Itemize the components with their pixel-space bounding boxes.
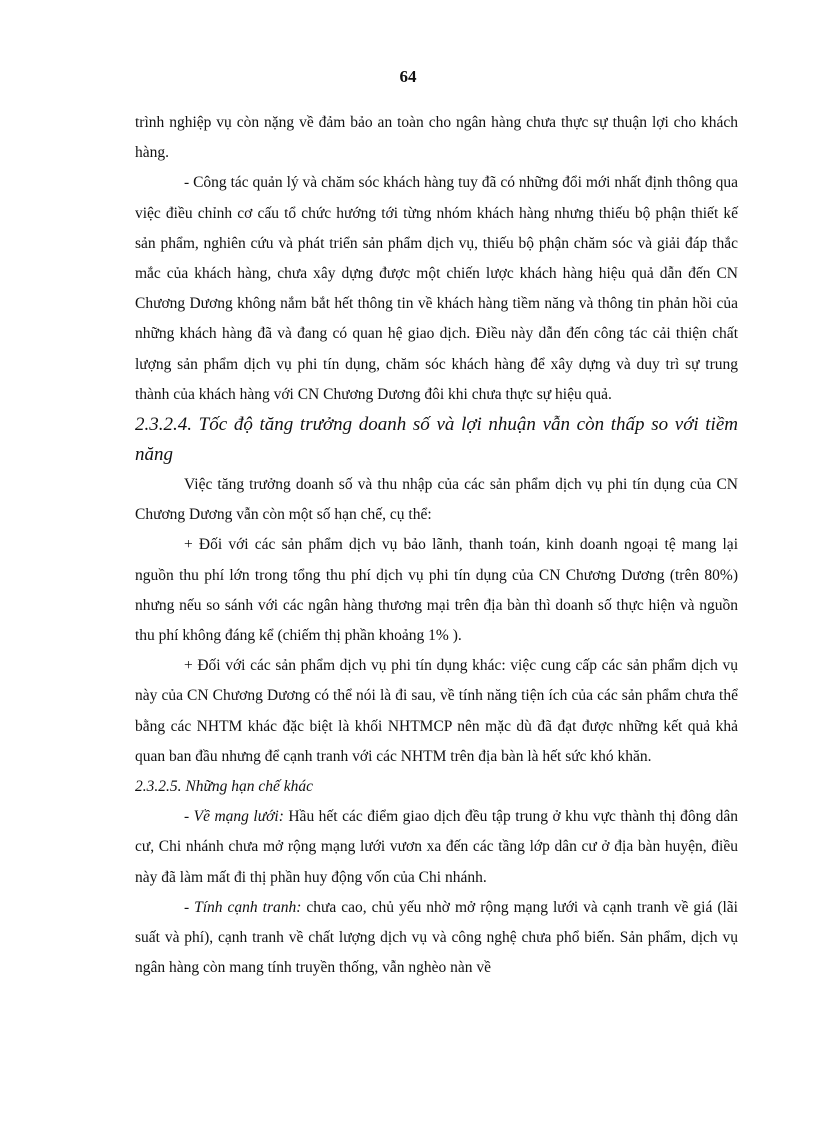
paragraph-guarantee-services: + Đối với các sản phẩm dịch vụ bảo lãnh, thanh toán, kinh doanh ngoại tệ mang lại nguồn thu phí lớn trong tổng thu phí dịch vụ phi tín dụng của CN Chương Dương (trên 80%) nhưng nếu so sánh với các ngân hàng thương mại trên địa bàn thì doanh số thực hiện và nguồn thu phí không đáng kể (chiếm thị phần khoảng 1% ). — [135, 536, 738, 645]
paragraph-continuation: trình nghiệp vụ còn nặng về đảm bảo an toàn cho ngân hàng chưa thực sự thuận lợi cho khách hàng. — [135, 114, 738, 162]
page-number: 64 — [399, 67, 417, 86]
competitiveness-text: chưa cao, chủ yếu nhờ mở rộng mạng lưới và cạnh tranh về giá (lãi suất và phí), cạnh tranh về chất lượng dịch vụ và công nghệ chưa phổ biến. Sản phẩm, dịch vụ ngân hàng còn mang tính truyền thống, vẫn nghèo nàn về — [135, 898, 738, 977]
network-label: - Về mạng lưới: — [184, 808, 284, 826]
section-heading-2-3-2-5: 2.3.2.5. Những hạn chế khác — [135, 778, 314, 796]
competitiveness-label: - Tính cạnh tranh: — [184, 898, 302, 916]
paragraph-network — [135, 802, 738, 893]
section-heading-2-3-2-4: 2.3.2.4. Tốc độ tăng trưởng doanh số và lợi nhuận vẫn còn thấp so với tiềm năng — [135, 414, 738, 466]
paragraph-other-services: + Đối với các sản phẩm dịch vụ phi tín dụng khác: việc cung cấp các sản phẩm dịch vụ này của CN Chương Dương có thể nói là đi sau, về tính năng tiện ích của các sản phẩm chưa thể bằng các NHTM khác đặc biệt là khối NHTMCP nên mặc dù đã đạt được những kết quả khả quan ban đầu nhưng để cạnh tranh với các NHTM trên địa bàn là hết sức khó khăn. — [135, 657, 738, 765]
paragraph-competitiveness — [135, 893, 738, 984]
paragraph-growth-intro: Việc tăng trưởng doanh số và thu nhập của các sản phẩm dịch vụ phi tín dụng của CN Chương Dương vẫn còn một số hạn chế, cụ thể: — [135, 476, 738, 524]
network-text: Hầu hết các điểm giao dịch đều tập trung ở khu vực thành thị đông dân cư, Chi nhánh chưa mở rộng mạng lưới vươn xa đến các tầng lớp dân cư ở địa bàn huyện, điều này đã làm mất đi thị phần huy động vốn của Chi nhánh. — [135, 808, 738, 886]
page-body — [135, 108, 738, 983]
paragraph-customer-care: - Công tác quản lý và chăm sóc khách hàng tuy đã có những đổi mới nhất định thông qua việc điều chỉnh cơ cấu tổ chức hướng tới từng nhóm khách hàng nhưng thiếu bộ phận thiết kế sản phẩm, nghiên cứu và phát triển sản phẩm dịch vụ, thiếu bộ phận chăm sóc và giải đáp thắc mắc của khách hàng, chưa xây dựng được một chiến lược khách hàng hiệu quả dẫn đến CN Chương Dương không nắm bắt hết thông tin về khách hàng tiềm năng và thông tin phản hồi của những khách hàng đã và đang có quan hệ giao dịch. Điều này dẫn đến công tác cải thiện chất lượng sản phẩm dịch vụ phi tín dụng, chăm sóc khách hàng để xây dựng và duy trì sự trung thành của khách hàng với CN Chương Dương đôi khi chưa thực sự hiệu quả. — [135, 174, 738, 403]
